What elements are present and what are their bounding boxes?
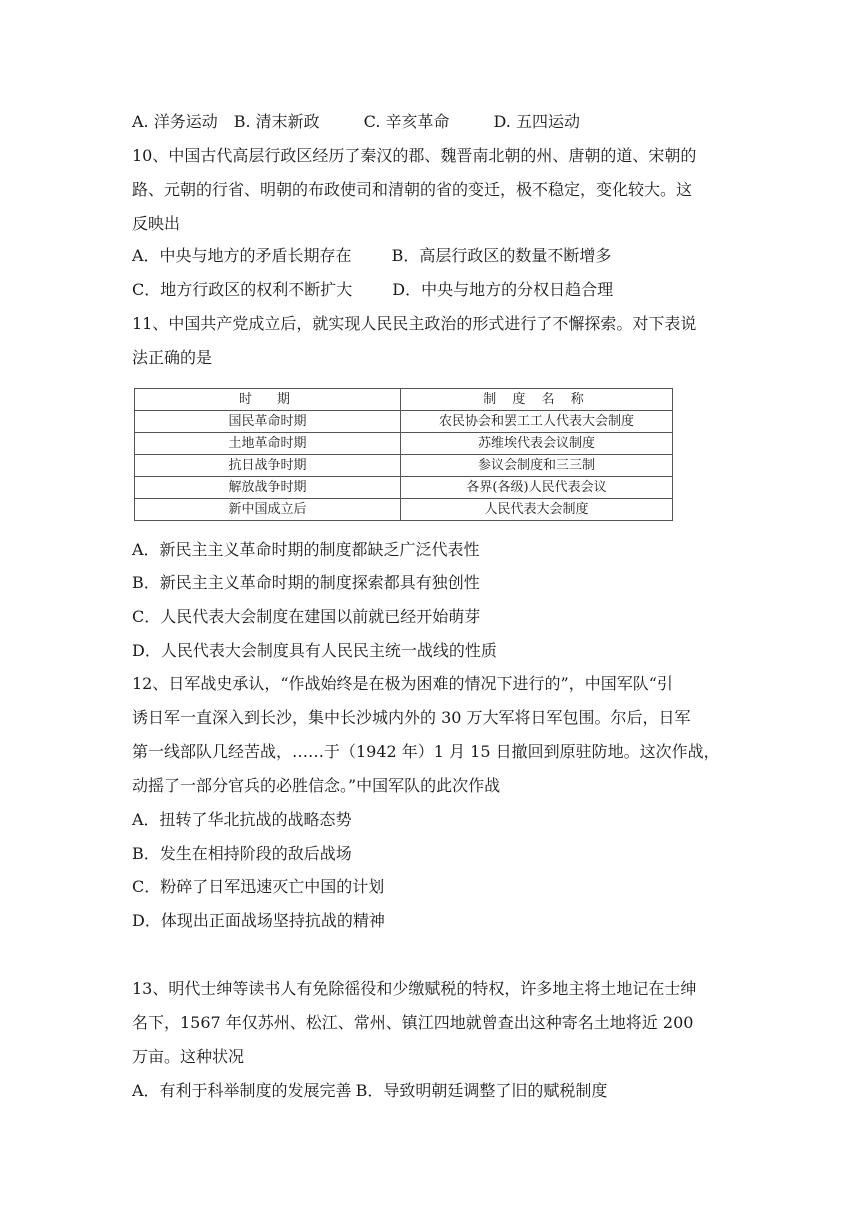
table-cell-system: 参议会制度和三三制 xyxy=(401,455,673,477)
q13-stem-line-3: 万亩。这种状况 xyxy=(132,1047,245,1066)
q9-option-a: A. 洋务运动 xyxy=(132,112,218,131)
q12-stem-line-2: 诱日军一直深入到长沙，集中长沙城内外的 30 万大军将日军包围。尔后，日军 xyxy=(132,708,691,727)
table-cell-system: 各界(各级)人民代表会议 xyxy=(401,477,673,499)
table-row xyxy=(135,455,673,477)
q10-option-b: B．高层行政区的数量不断增多 xyxy=(391,246,612,265)
q11-table xyxy=(134,388,673,521)
table-row xyxy=(135,477,673,499)
q13-option-a: A．有利于科举制度的发展完善 xyxy=(132,1081,352,1100)
table-header-period: 时 期 xyxy=(135,389,401,411)
q12-stem-line-3: 第一线部队几经苦战，……于（1942 年）1 月 15 日撤回到原驻防地。这次作战， xyxy=(132,742,720,761)
q9-option-d: D. 五四运动 xyxy=(493,112,580,131)
table-cell-period: 抗日战争时期 xyxy=(135,455,401,477)
q11-option-d: D．人民代表大会制度具有人民民主统一战线的性质 xyxy=(132,641,497,660)
table-cell-period: 解放战争时期 xyxy=(135,477,401,499)
table-header-row xyxy=(135,389,673,411)
table-row xyxy=(135,499,673,521)
q10-stem-line-2: 路、元朝的行省、明朝的布政使司和清朝的省的变迁，极不稳定，变化较大。这 xyxy=(132,180,693,199)
table-row xyxy=(135,433,673,455)
q11-stem-line-2: 法正确的是 xyxy=(132,348,213,367)
q10-option-a: A．中央与地方的矛盾长期存在 xyxy=(132,246,352,265)
q13-stem-line-1: 13、明代士绅等读书人有免除徭役和少缴赋税的特权，许多地主将土地记在士绅 xyxy=(132,979,697,998)
table-cell-system: 人民代表大会制度 xyxy=(401,499,673,521)
table-row xyxy=(135,411,673,433)
q12-option-b: B．发生在相持阶段的敌后战场 xyxy=(132,844,352,863)
q11-option-a: A．新民主主义革命时期的制度都缺乏广泛代表性 xyxy=(132,540,480,559)
q9-options xyxy=(132,110,596,134)
table-cell-period: 土地革命时期 xyxy=(135,433,401,455)
q10-option-c: C．地方行政区的权利不断扩大 xyxy=(132,280,353,299)
q12-option-c: C．粉碎了日军迅速灭亡中国的计划 xyxy=(132,877,385,896)
q10-stem-line-1: 10、中国古代高层行政区经历了秦汉的郡、魏晋南北朝的州、唐朝的道、宋朝的 xyxy=(132,146,697,165)
q13-option-b: B．导致明朝廷调整了旧的赋税制度 xyxy=(355,1081,608,1100)
q13-stem-line-2: 名下，1567 年仅苏州、松江、常州、镇江四地就曾查出这种寄名土地将近 200 xyxy=(132,1013,694,1032)
q12-option-a: A．扭转了华北抗战的战略态势 xyxy=(132,810,352,829)
q12-option-d: D．体现出正面战场坚持抗战的精神 xyxy=(132,911,385,930)
q12-stem-line-1: 12、日军战史承认，“作战始终是在极为困难的情况下进行的”，中国军队“引 xyxy=(132,674,673,693)
q10-options-row-2 xyxy=(132,278,613,302)
q13-options-row xyxy=(132,1079,607,1103)
q11-stem-line-1: 11、中国共产党成立后，就实现人民民主政治的形式进行了不懈探索。对下表说 xyxy=(132,314,697,333)
q11-option-c: C．人民代表大会制度在建国以前就已经开始萌芽 xyxy=(132,607,481,626)
q10-stem-line-3: 反映出 xyxy=(132,214,181,233)
table-cell-system: 农民协会和罢工工人代表大会制度 xyxy=(401,411,673,433)
q10-options-row-1 xyxy=(132,244,611,268)
table-cell-period: 新中国成立后 xyxy=(135,499,401,521)
q9-option-b: B. 清末新政 xyxy=(233,112,320,131)
q11-option-b: B．新民主主义革命时期的制度探索都具有独创性 xyxy=(132,573,480,592)
q10-option-d: D．中央与地方的分权日趋合理 xyxy=(392,280,614,299)
table-cell-period: 国民革命时期 xyxy=(135,411,401,433)
q12-stem-line-4: 动摇了一部分官兵的必胜信念。”中国军队的此次作战 xyxy=(132,776,501,795)
table-cell-system: 苏维埃代表会议制度 xyxy=(401,433,673,455)
q9-option-c: C. 辛亥革命 xyxy=(363,112,450,131)
table-header-system: 制 度 名 称 xyxy=(401,389,673,411)
